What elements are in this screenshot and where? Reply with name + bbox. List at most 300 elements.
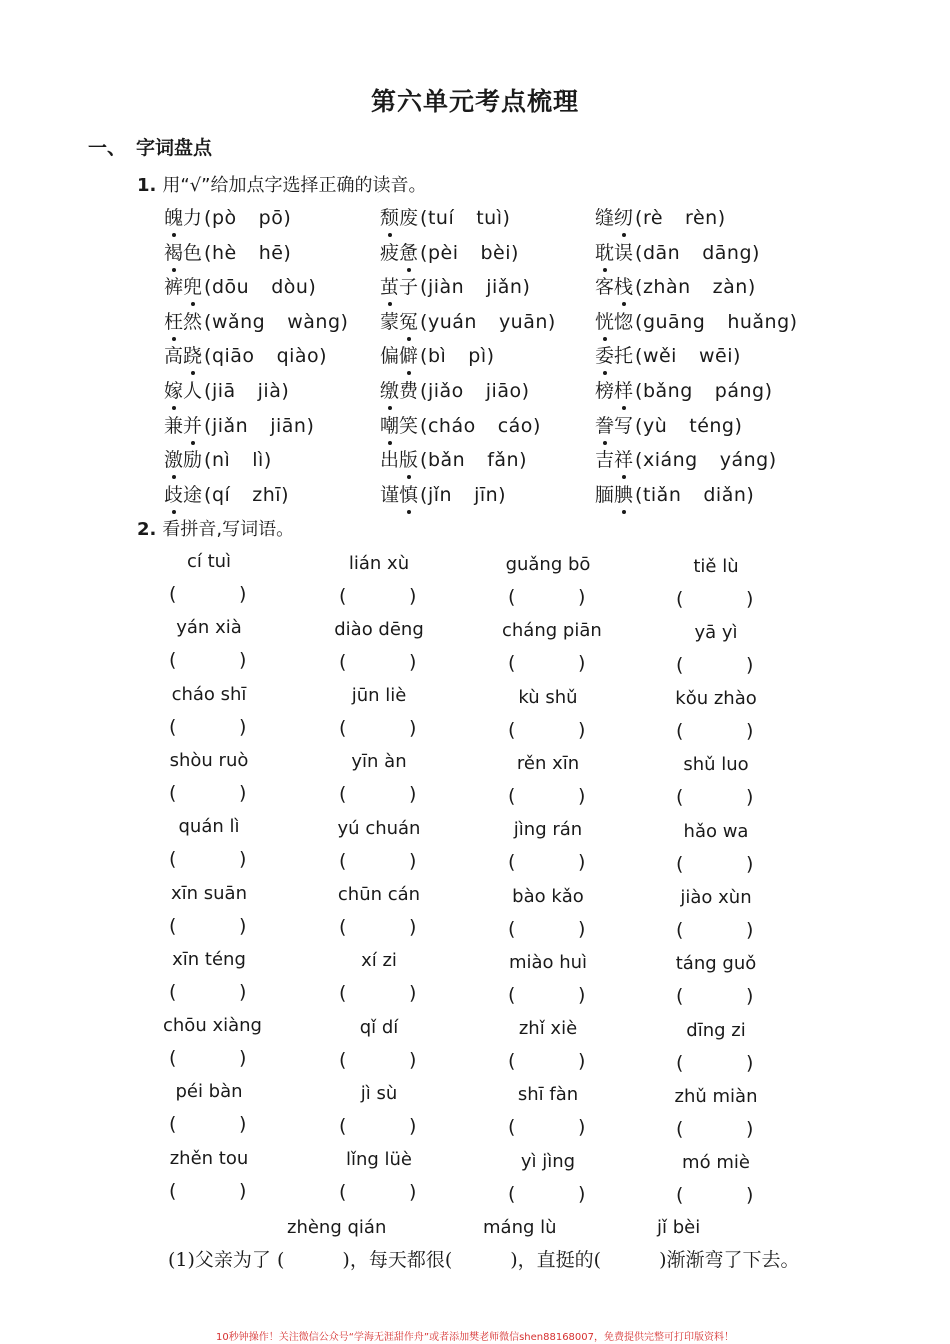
pinyin-text: cí tuì <box>186 551 232 572</box>
paren-open: ( <box>204 449 212 472</box>
reading-option-a[interactable]: jiàn <box>427 276 465 299</box>
word-char: 写 <box>614 414 634 437</box>
reading-item <box>595 272 756 299</box>
reading-option-b[interactable]: téng <box>689 414 735 437</box>
paren-open: ( <box>204 414 212 437</box>
reading-item <box>164 411 314 438</box>
paren-open: ( <box>204 207 212 229</box>
pinyin-text: zhěn tou <box>169 1147 249 1169</box>
pinyin-text: quán lì <box>178 816 240 838</box>
word <box>380 345 418 367</box>
paren-close: ) <box>281 483 290 506</box>
dotted-char: 兜 <box>183 272 202 299</box>
question-text: 用“√”给加点字选择正确的读音。 <box>162 175 427 196</box>
paren-close: ) <box>239 1113 247 1136</box>
paren-open: ( <box>676 786 684 809</box>
paren-close: ) <box>521 380 530 402</box>
page-title: 第六单元考点梳理 <box>370 87 579 116</box>
pinyin-text: rěn xīn <box>516 752 580 774</box>
reading-option-b[interactable]: cáo <box>497 414 533 437</box>
reading-item <box>164 272 316 299</box>
reading-item <box>380 307 556 334</box>
reading-option-b[interactable]: zhī <box>252 483 282 506</box>
question-1-heading <box>137 171 427 197</box>
word <box>380 380 418 402</box>
pinyin-text: bào kǎo <box>512 885 584 907</box>
word-char: 托 <box>614 345 634 368</box>
paren-open: ( <box>508 851 516 874</box>
pinyin-text: hǎo wa <box>683 820 749 842</box>
word-char: 惚 <box>614 310 634 333</box>
reading-options <box>635 380 772 402</box>
word-char: 高 <box>164 345 184 368</box>
pinyin-text: kù shǔ <box>518 686 578 708</box>
sentence-pinyin-2: máng lù <box>483 1217 557 1238</box>
paren-open: ( <box>508 1050 516 1073</box>
paren-open: ( <box>204 483 212 506</box>
paren-close: ) <box>409 584 417 607</box>
pinyin-text: shòu ruò <box>169 749 249 771</box>
reading-option-a[interactable]: xiáng <box>642 449 698 472</box>
reading-options <box>204 276 316 298</box>
paren-open: ( <box>169 848 177 871</box>
word <box>380 311 418 333</box>
word-char: 费 <box>399 380 419 402</box>
reading-option-a[interactable]: qiāo <box>211 345 255 368</box>
pinyin-text: jiào xùn <box>680 887 752 908</box>
paren-open: ( <box>339 1114 347 1137</box>
paren-close: ) <box>239 583 247 605</box>
sentence-part: ) <box>342 1249 350 1271</box>
paren-open: ( <box>204 345 212 368</box>
word <box>164 484 202 506</box>
pinyin-text: xīn téng <box>172 948 246 970</box>
paren-open: ( <box>676 1184 684 1207</box>
paren-open: ( <box>508 652 516 675</box>
pinyin-text: lián xù <box>348 552 410 574</box>
paren-open: ( <box>169 1179 177 1202</box>
paren-close: ) <box>532 414 541 437</box>
paren-open: ( <box>420 241 428 264</box>
paren-open: ( <box>339 1048 347 1071</box>
dotted-char: 惫 <box>399 238 418 265</box>
reading-options <box>204 449 272 471</box>
paren-close: ) <box>281 380 290 402</box>
paren-open: ( <box>339 1181 347 1204</box>
pinyin-text: chōu xiàng <box>163 1015 262 1037</box>
paren-close: ) <box>578 718 586 741</box>
pinyin-text: shī fàn <box>517 1084 579 1106</box>
paren-open: ( <box>508 784 516 807</box>
paren-close: ) <box>239 1047 247 1070</box>
word-char: 榜 <box>595 380 615 402</box>
word <box>595 345 633 367</box>
word <box>595 207 633 229</box>
paren-close: ) <box>409 1181 417 1204</box>
paren-open: ( <box>508 983 516 1006</box>
paren-close: ) <box>734 414 743 437</box>
reading-option-b[interactable]: wàng <box>287 310 341 333</box>
dotted-char: 腆 <box>614 480 633 507</box>
word <box>380 242 418 264</box>
reading-item <box>380 376 530 403</box>
paren-close: ) <box>519 449 527 472</box>
reading-item <box>164 480 289 507</box>
paren-open: ( <box>169 980 177 1003</box>
reading-options <box>420 484 506 506</box>
reading-option-b[interactable]: huǎng <box>727 310 790 333</box>
paren-open: ( <box>635 310 643 333</box>
reading-option-b[interactable]: jià <box>257 380 282 402</box>
paren-open: ( <box>676 587 684 610</box>
paren-close: ) <box>522 276 531 299</box>
reading-option-b[interactable]: dāng <box>702 241 753 264</box>
reading-option-a[interactable]: bǎn <box>427 449 466 472</box>
reading-option-b[interactable]: jīn <box>474 483 499 506</box>
paren-open: ( <box>339 849 347 872</box>
paren-open: ( <box>508 586 516 608</box>
paren-close: ) <box>717 207 726 229</box>
paren-close: ) <box>306 414 315 437</box>
pinyin-text: yì jìng <box>520 1150 576 1172</box>
paren-open: ( <box>169 1113 177 1136</box>
paren-close: ) <box>746 587 754 610</box>
paren-open: ( <box>508 1182 516 1205</box>
pinyin-text: mó miè <box>682 1152 750 1174</box>
reading-option-b[interactable]: jiān <box>270 414 307 437</box>
reading-options <box>420 207 510 229</box>
word <box>595 484 633 506</box>
paren-close: ) <box>340 310 349 333</box>
reading-item <box>595 238 760 265</box>
reading-option-a[interactable]: hè <box>211 241 237 264</box>
reading-options <box>420 380 530 402</box>
reading-option-a[interactable]: pèi <box>427 241 459 264</box>
paren-open: ( <box>204 310 212 333</box>
paren-close: ) <box>578 983 586 1006</box>
word-char: 疲 <box>380 241 400 264</box>
word-char: 裤 <box>164 276 184 299</box>
paren-close: ) <box>578 586 586 608</box>
paren-open: ( <box>635 449 643 472</box>
paren-open: ( <box>635 207 643 229</box>
paren-open: ( <box>420 380 428 402</box>
paren-open: ( <box>169 715 177 738</box>
reading-item <box>380 203 510 230</box>
dotted-char: 栈 <box>614 272 633 299</box>
pinyin-text: miào huì <box>508 951 588 973</box>
reading-options <box>635 484 754 506</box>
reading-option-b[interactable]: tuì <box>476 207 503 229</box>
reading-option-a[interactable]: guāng <box>642 310 706 333</box>
reading-item <box>380 238 519 265</box>
pinyin-text: qǐ dí <box>359 1016 399 1038</box>
reading-option-b[interactable]: pì <box>468 345 487 368</box>
word-char: 途 <box>183 483 203 506</box>
pinyin-text: zhǐ xiè <box>518 1018 578 1040</box>
reading-option-b[interactable]: qiào <box>276 345 320 368</box>
paren-close: ) <box>764 380 773 402</box>
paren-close: ) <box>547 310 556 333</box>
paren-open: ( <box>204 380 212 402</box>
reading-option-b[interactable]: jiǎn <box>486 276 523 299</box>
reading-options <box>204 207 291 229</box>
reading-option-a[interactable]: yù <box>642 414 668 437</box>
reading-item <box>164 341 327 368</box>
paren-close: ) <box>409 1114 417 1137</box>
dotted-char: 纫 <box>614 203 633 230</box>
word-char: 兼 <box>164 414 184 437</box>
dotted-char: 枉 <box>164 307 183 334</box>
paren-open: ( <box>635 483 643 506</box>
reading-options <box>204 380 289 402</box>
reading-option-a[interactable]: tuí <box>427 207 455 229</box>
word-char: 励 <box>183 449 203 472</box>
sentence-part: ，每天都很( <box>349 1249 453 1271</box>
section-number: 一、 <box>88 137 127 159</box>
reading-options <box>635 276 756 298</box>
reading-item <box>380 445 527 472</box>
reading-option-b[interactable]: hē <box>258 241 284 264</box>
dotted-char: 魄 <box>164 203 183 230</box>
reading-option-b[interactable]: páng <box>714 380 765 402</box>
reading-option-b[interactable]: rèn <box>685 207 718 229</box>
paren-open: ( <box>169 781 177 804</box>
reading-option-a[interactable]: cháo <box>427 414 476 437</box>
paren-close: ) <box>578 851 586 874</box>
paren-close: ) <box>578 652 586 675</box>
word <box>595 380 633 402</box>
reading-option-a[interactable]: jǐn <box>427 483 453 506</box>
pinyin-text: yā yì <box>694 621 738 643</box>
word <box>380 276 418 298</box>
paren-open: ( <box>635 241 643 264</box>
reading-option-a[interactable]: bì <box>427 345 447 368</box>
dotted-char: 版 <box>399 445 418 472</box>
reading-item <box>380 272 530 299</box>
paren-open: ( <box>420 207 428 229</box>
paren-close: ) <box>239 649 247 672</box>
reading-item <box>164 307 348 334</box>
paren-close: ) <box>486 345 495 368</box>
reading-item <box>595 445 777 472</box>
reading-item <box>595 203 726 230</box>
paren-close: ) <box>511 241 519 264</box>
reading-option-b[interactable]: lì <box>252 449 264 472</box>
reading-options <box>635 207 726 229</box>
paren-close: ) <box>409 849 417 872</box>
reading-options <box>635 242 760 264</box>
paren-close: ) <box>239 848 247 871</box>
paren-open: ( <box>676 919 684 941</box>
paren-open: ( <box>420 276 428 299</box>
word <box>164 415 202 437</box>
dotted-char: 并 <box>183 411 202 438</box>
dotted-char: 茧 <box>380 272 399 299</box>
dotted-char: 嫁 <box>164 376 183 403</box>
dotted-char: 歧 <box>164 480 183 507</box>
dotted-char: 委 <box>595 341 614 368</box>
pinyin-text: tiě lù <box>693 555 739 577</box>
reading-option-a[interactable]: jiǎn <box>211 414 249 437</box>
paren-close: ) <box>752 241 760 264</box>
pinyin-text: jìng rán <box>513 819 583 841</box>
paren-close: ) <box>283 207 292 229</box>
section-heading <box>88 133 212 160</box>
paren-close: ) <box>319 345 328 368</box>
paren-open: ( <box>508 718 516 741</box>
pinyin-text: dīng zi <box>686 1019 746 1041</box>
paren-close: ) <box>578 1050 586 1073</box>
sentence-part: ，直挺的( <box>517 1249 602 1271</box>
reading-option-a[interactable]: nì <box>211 449 231 472</box>
reading-option-a[interactable]: zhàn <box>642 276 691 299</box>
word-char: 子 <box>399 276 419 299</box>
reading-options <box>635 345 741 367</box>
paren-close: ) <box>578 784 586 807</box>
section-label: 字词盘点 <box>136 137 213 159</box>
paren-open: ( <box>339 584 347 607</box>
paren-close: ) <box>746 786 754 809</box>
paren-close: ) <box>308 276 317 299</box>
paren-close: ) <box>263 449 272 472</box>
paren-close: ) <box>578 1182 586 1205</box>
dotted-char: 冤 <box>399 307 418 334</box>
word <box>595 415 633 437</box>
fill-in-sentence <box>168 1245 800 1272</box>
word-char: 偏 <box>380 345 400 368</box>
reading-options <box>420 415 541 437</box>
paren-close: ) <box>239 715 247 738</box>
paren-open: ( <box>508 917 516 940</box>
reading-option-b[interactable]: wēi <box>698 345 733 368</box>
paren-open: ( <box>339 916 347 938</box>
reading-options <box>420 345 495 367</box>
paren-open: ( <box>676 985 684 1008</box>
reading-option-b[interactable]: dòu <box>271 276 309 299</box>
word <box>164 207 202 229</box>
paren-close: ) <box>746 483 755 506</box>
paren-open: ( <box>676 1117 684 1140</box>
reading-option-a[interactable]: tiǎn <box>642 483 682 506</box>
reading-option-b[interactable]: yáng <box>719 449 769 472</box>
reading-options <box>420 276 530 298</box>
paren-close: ) <box>409 650 417 673</box>
reading-option-b[interactable]: diǎn <box>703 483 747 506</box>
paren-close: ) <box>502 207 511 229</box>
reading-option-a[interactable]: yuán <box>427 310 477 333</box>
reading-options <box>204 311 348 333</box>
reading-option-a[interactable]: wěi <box>642 345 677 368</box>
reading-option-a[interactable]: bǎng <box>642 380 693 402</box>
word <box>164 311 202 333</box>
paren-open: ( <box>339 650 347 673</box>
paren-close: ) <box>789 310 798 333</box>
word-char: 笑 <box>399 414 419 437</box>
paren-close: ) <box>283 241 292 264</box>
reading-option-b[interactable]: bèi <box>480 241 512 264</box>
paren-close: ) <box>746 919 754 941</box>
dotted-char: 恍 <box>595 307 614 334</box>
pinyin-text: zhǔ miàn <box>674 1085 758 1107</box>
reading-option-b[interactable]: yuān <box>498 310 548 333</box>
dotted-char: 跷 <box>183 341 202 368</box>
paren-close: ) <box>746 1051 754 1074</box>
paren-open: ( <box>676 852 684 875</box>
sentence-pinyin-3: jǐ bèi <box>657 1217 701 1238</box>
question-number: 2. <box>137 519 157 540</box>
reading-item <box>380 341 495 368</box>
reading-option-a[interactable]: jiǎo <box>427 380 464 402</box>
reading-item <box>164 376 289 403</box>
reading-option-a[interactable]: pò <box>211 207 237 229</box>
pinyin-text: yán xià <box>176 617 242 639</box>
paren-open: ( <box>635 276 643 299</box>
reading-option-a[interactable]: rè <box>642 207 664 229</box>
pinyin-text: cháo shī <box>171 683 247 705</box>
reading-item <box>380 480 506 507</box>
reading-option-a[interactable]: jiā <box>211 380 236 402</box>
paren-close: ) <box>747 276 756 299</box>
pinyin-text: jì sù <box>360 1082 398 1104</box>
footer-note: 10秒钟操作！关注微信公众号“学海无涯甜作舟”或者添加樊老师微信shen88168007，免费提供完整可打印版资料！ <box>215 1332 735 1343</box>
sentence-pinyin-1: zhèng qián <box>287 1217 387 1238</box>
question-2-heading <box>137 515 294 541</box>
word-char: 缝 <box>595 207 615 229</box>
word-char: 客 <box>595 276 615 299</box>
paren-close: ) <box>746 852 754 875</box>
word <box>380 415 418 437</box>
word-char: 废 <box>399 207 419 229</box>
reading-option-b[interactable]: jiāo <box>485 380 522 402</box>
word-char: 色 <box>183 241 203 264</box>
paren-open: ( <box>204 276 212 299</box>
reading-item <box>164 445 272 472</box>
word-char: 谨 <box>380 483 400 506</box>
reading-option-a[interactable]: dān <box>642 241 681 264</box>
paren-open: ( <box>635 380 643 402</box>
pinyin-text: cháng piān <box>502 620 602 642</box>
paren-open: ( <box>676 1051 684 1074</box>
dotted-char: 慎 <box>399 480 418 507</box>
paren-open: ( <box>676 720 684 743</box>
reading-option-a[interactable]: qí <box>211 483 231 506</box>
paren-close: ) <box>239 1179 247 1202</box>
question-text: 看拼音,写词语。 <box>162 519 295 540</box>
reading-option-b[interactable]: fǎn <box>487 449 520 472</box>
paren-close: ) <box>732 345 741 368</box>
word-char: 人 <box>183 380 203 402</box>
reading-option-b[interactable]: pō <box>258 207 284 229</box>
pinyin-text: diào dēng <box>334 618 424 640</box>
pinyin-text: jūn liè <box>351 685 407 707</box>
paren-close: ) <box>578 917 586 940</box>
paren-close: ) <box>409 916 417 938</box>
paren-open: ( <box>635 345 643 368</box>
reading-option-a[interactable]: dōu <box>211 276 250 299</box>
word-char: 蒙 <box>380 310 400 333</box>
reading-item <box>164 203 291 230</box>
reading-option-a[interactable]: wǎng <box>211 310 266 333</box>
paren-close: ) <box>239 781 247 804</box>
word <box>380 207 418 229</box>
reading-option-b[interactable]: zàn <box>712 276 748 299</box>
pinyin-text: kǒu zhào <box>675 688 757 710</box>
paren-open: ( <box>420 483 428 506</box>
paren-close: ) <box>498 483 507 506</box>
pinyin-text: guǎng bō <box>505 554 591 575</box>
dotted-char: 嘲 <box>380 411 399 438</box>
